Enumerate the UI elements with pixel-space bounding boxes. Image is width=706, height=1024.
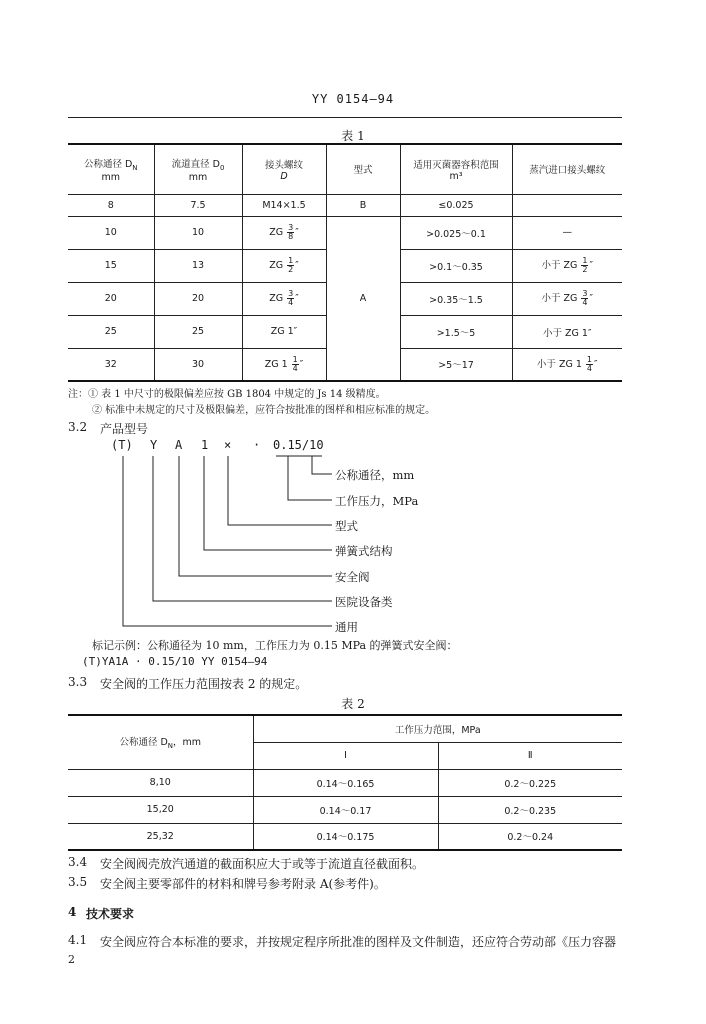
section-3-2-number: 3.2 (68, 420, 88, 434)
standard-header: YY 0154—94 (311, 92, 395, 106)
cell-steam: 小于 ZG $\frac{1}{2}$ ″ (512, 249, 622, 282)
th2-col-2: Ⅱ (438, 742, 622, 769)
code-part-x: × (224, 438, 232, 452)
table1-note-1: 注：① 表 1 中尺寸的极限偏差应按 GB 1804 中规定的 Js 14 级精度。 (68, 389, 386, 400)
th-steam-thread: 蒸汽进口接头螺纹 (512, 144, 622, 194)
section-4-1-number: 4.1 (68, 933, 88, 947)
th-flow-diameter: 流道直径 $D_0$ mm (154, 144, 242, 194)
section-3-4-number: 3.4 (68, 855, 88, 869)
th2-col-1: Ⅰ (253, 742, 438, 769)
cell-dn: 25,32 (68, 823, 253, 850)
table2-caption: 表 2 (341, 697, 365, 711)
cell-p1: 0.14～0.17 (253, 796, 438, 823)
th-type: 型式 (326, 144, 400, 194)
cell-volume: >0.35～1.5 (400, 282, 512, 315)
table1-caption: 表 1 (341, 129, 365, 143)
cell-volume: >1.5～5 (400, 315, 512, 348)
code-part-a: A (175, 438, 183, 452)
cell-d0: 30 (154, 348, 242, 381)
cell-dn: 20 (68, 282, 154, 315)
cell-thread: ZG 1″ (242, 315, 326, 348)
cell-dn: 8,10 (68, 769, 253, 796)
label-general: 通用 (335, 620, 358, 634)
section-4-1-text: 安全阀应符合本标准的要求，并按规定程序所批准的图样及文件制造，还应符合劳动部《压力容器 (100, 935, 617, 949)
cell-d0: 13 (154, 249, 242, 282)
cell-p1: 0.14～0.175 (253, 823, 438, 850)
cell-thread: ZG $\frac{3}{4}$ ″ (242, 282, 326, 315)
cell-dn: 32 (68, 348, 154, 381)
cell-dn: 8 (68, 194, 154, 216)
label-type: 型式 (335, 519, 358, 533)
cell-thread: M14×1.5 (242, 194, 326, 216)
cell-thread: ZG $\frac{1}{2}$ ″ (242, 249, 326, 282)
cell-dn: 15,20 (68, 796, 253, 823)
page-number: 2 (68, 953, 75, 966)
cell-steam: 小于 ZG 1″ (512, 315, 622, 348)
cell-p1: 0.14～0.165 (253, 769, 438, 796)
section-3-5-number: 3.5 (68, 875, 88, 889)
cell-d0: 25 (154, 315, 242, 348)
label-working-pressure: 工作压力，MPa (335, 494, 419, 508)
cell-d0: 7.5 (154, 194, 242, 216)
th2-nominal-diameter: 公称通径 $D_N$，mm (68, 715, 253, 769)
code-part-y: Y (150, 438, 158, 452)
marking-example-code: (T)YA1A · 0.15/10 YY 0154—94 (82, 655, 268, 668)
cell-volume: >5～17 (400, 348, 512, 381)
table-row (68, 796, 622, 823)
section-3-3-text: 安全阀的工作压力范围按表 2 的规定。 (100, 677, 308, 691)
cell-steam: 小于 ZG 1 $\frac{1}{4}$ ″ (512, 348, 622, 381)
label-spring-structure: 弹簧式结构 (335, 544, 393, 558)
th-nominal-diameter: 公称通径 $D_N$ mm (68, 144, 154, 194)
code-part-dot: · (253, 438, 261, 452)
label-nominal-diameter: 公称通径，mm (335, 468, 415, 482)
cell-dn: 25 (68, 315, 154, 348)
th-volume: 适用灭菌器容积范围 m³ (400, 144, 512, 194)
cell-dn: 15 (68, 249, 154, 282)
code-part-1: 1 (201, 438, 209, 452)
cell-d0: 10 (154, 216, 242, 249)
table-row (68, 823, 622, 850)
cell-dn: 10 (68, 216, 154, 249)
cell-steam: 小于 ZG $\frac{3}{4}$ ″ (512, 282, 622, 315)
cell-volume: >0.025～0.1 (400, 216, 512, 249)
th-thread: 接头螺纹 D (242, 144, 326, 194)
cell-volume: >0.1～0.35 (400, 249, 512, 282)
cell-p2: 0.2～0.225 (438, 769, 622, 796)
cell-thread: ZG $\frac{3}{8}$ ″ (242, 216, 326, 249)
cell-steam: — (512, 216, 622, 249)
code-part-pressure-diameter: 0.15/10 (273, 438, 324, 452)
section-4-title: 技术要求 (86, 907, 135, 921)
section-3-3-number: 3.3 (68, 675, 88, 689)
section-3-5-text: 安全阀主要零部件的材料和牌号参考附录 A(参考件)。 (100, 877, 386, 891)
cell-p2: 0.2～0.235 (438, 796, 622, 823)
cell-type: B (326, 194, 400, 216)
label-hospital-equipment: 医院设备类 (335, 595, 393, 609)
th2-pressure-range: 工作压力范围，MPa (253, 715, 622, 742)
code-part-t: (T) (111, 438, 133, 452)
cell-d0: 20 (154, 282, 242, 315)
table2-header-row (68, 715, 622, 742)
label-safety-valve: 安全阀 (335, 570, 370, 584)
table1-note-2: ② 标准中未规定的尺寸及极限偏差，应符合按批准的图样和相应标准的规定。 (92, 405, 436, 416)
marking-example-desc: 标记示例：公称通径为 10 mm，工作压力为 0.15 MPa 的弹簧式安全阀： (92, 639, 458, 652)
cell-p2: 0.2～0.24 (438, 823, 622, 850)
section-4-number: 4 (68, 905, 77, 919)
table-row (68, 769, 622, 796)
table2 (68, 714, 622, 851)
cell-type-a: A (326, 216, 400, 381)
section-3-2-title: 产品型号 (100, 422, 149, 436)
section-3-4-text: 安全阀阀壳放汽通道的截面积应大于或等于流道直径截面积。 (100, 857, 425, 871)
cell-thread: ZG 1 $\frac{1}{4}$ ″ (242, 348, 326, 381)
cell-volume: ≤0.025 (400, 194, 512, 216)
